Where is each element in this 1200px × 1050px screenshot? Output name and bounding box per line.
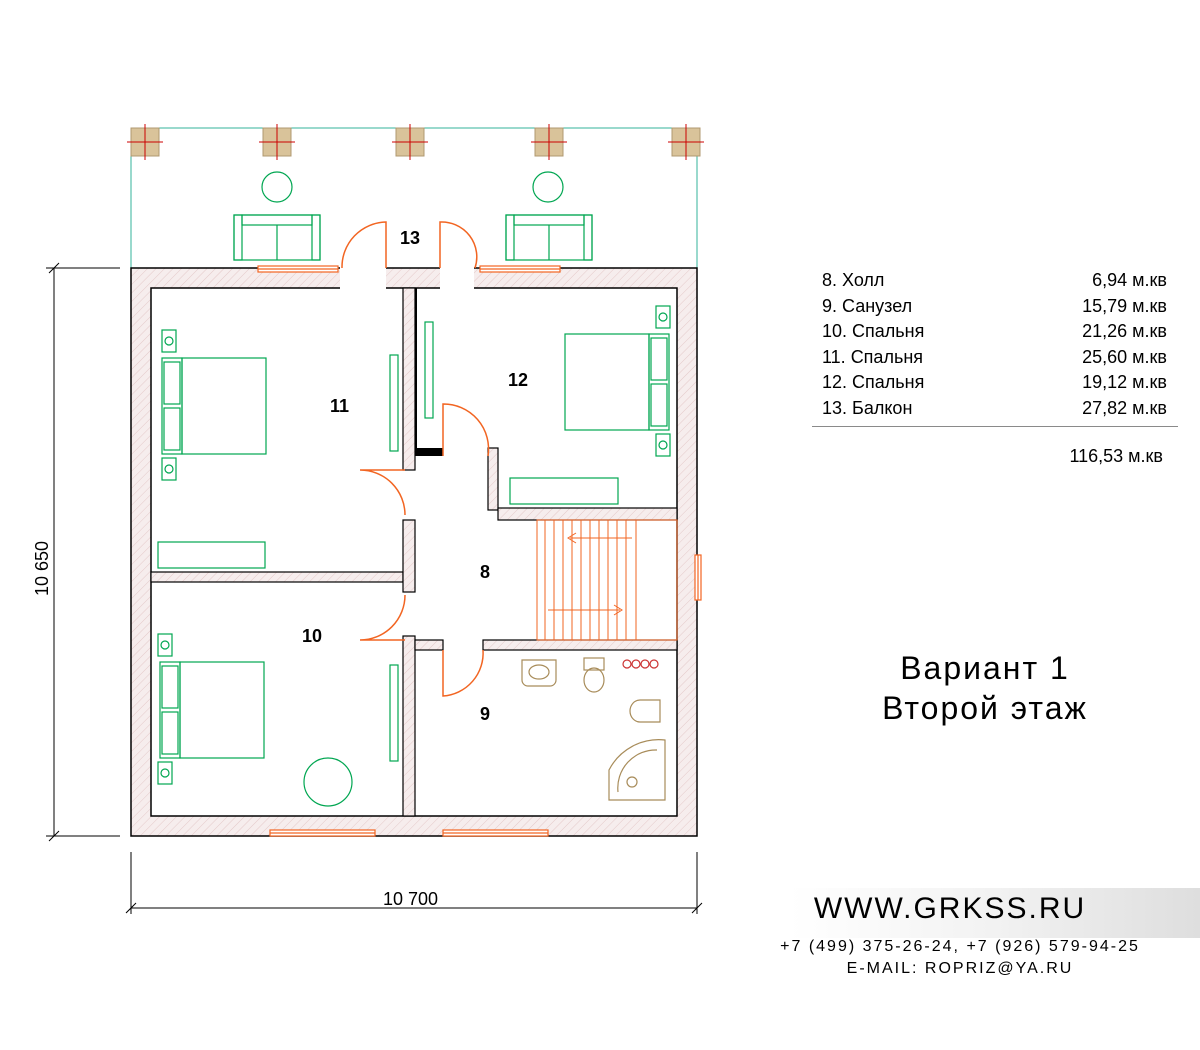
room-label-bathroom: 9 — [480, 704, 491, 724]
round-table — [262, 172, 292, 202]
windows — [258, 266, 701, 836]
bedroom-11-furniture — [158, 330, 398, 568]
legend-item-name: 13. Балкон — [822, 397, 913, 418]
staircase — [537, 520, 677, 640]
legend-item — [822, 294, 1167, 320]
legend-item-name: 10. Спальня — [822, 321, 925, 341]
sink — [522, 660, 556, 686]
room-label-bedroom-12: 12 — [508, 370, 529, 390]
bench — [158, 542, 265, 568]
column — [127, 124, 163, 160]
dimension-height-label: 10 650 — [32, 540, 52, 596]
towel-heater — [623, 660, 658, 668]
bedroom-12-furniture — [425, 306, 670, 504]
double-bed — [162, 330, 266, 480]
legend-item-name: 8. Холл — [822, 270, 885, 290]
column — [259, 124, 295, 160]
bidet — [630, 700, 660, 722]
room-label-balcony: 13 — [400, 228, 421, 248]
legend-item — [822, 319, 1167, 345]
legend-item-area: 27,82 м.кв — [1082, 397, 1167, 418]
plan-title-floor: Второй этаж — [882, 690, 1088, 726]
balcony-columns — [127, 124, 704, 160]
website-link[interactable]: WWW.GRKSS.RU — [813, 892, 1087, 925]
room-label-bedroom-10: 10 — [302, 626, 323, 646]
toilet — [584, 658, 604, 692]
legend-item-name: 12. Спальня — [822, 372, 925, 392]
bedroom-10-furniture — [158, 634, 398, 806]
column — [531, 124, 567, 160]
legend-item — [822, 268, 1167, 294]
legend-item — [822, 370, 1167, 396]
room-label-bedroom-11: 11 — [330, 396, 350, 416]
bench — [510, 478, 618, 504]
legend-total: 116,53 м.кв — [1069, 446, 1163, 466]
column — [668, 124, 704, 160]
corner-bathtub — [609, 740, 665, 800]
round-table — [304, 758, 352, 806]
sofa — [506, 215, 592, 260]
legend-item-name: 11. Спальня — [822, 346, 924, 367]
legend-divider — [812, 426, 1178, 427]
contact-email[interactable]: E-MAIL: ROPRIZ@YA.RU — [846, 960, 1074, 977]
room-label-hall: 8 — [480, 562, 491, 582]
legend-item-area: 6,94 м.кв — [1092, 270, 1167, 290]
contact-phones: +7 (499) 375-26-24, +7 (926) 579-94-25 — [780, 938, 1140, 955]
legend-item-area: 19,12 м.кв — [1082, 372, 1167, 392]
dimension-width-label: 10 700 — [383, 889, 439, 909]
wardrobe — [425, 322, 433, 418]
bathroom-fixtures — [522, 658, 665, 800]
legend-item — [822, 396, 1167, 422]
dimension-line-height — [46, 263, 120, 841]
legend-item-area: 25,60 м.кв — [1082, 346, 1167, 367]
legend-item-name: 9. Санузел — [822, 295, 913, 316]
area-legend — [822, 268, 1167, 421]
round-table — [533, 172, 563, 202]
double-bed — [565, 306, 670, 456]
legend-item-area: 21,26 м.кв — [1082, 321, 1167, 341]
walls — [131, 266, 697, 836]
wardrobe — [390, 355, 398, 451]
double-bed — [158, 634, 264, 784]
plan-title — [840, 648, 1130, 728]
sofa — [234, 215, 320, 260]
legend-item-area: 15,79 м.кв — [1082, 295, 1167, 316]
legend-item — [822, 345, 1167, 371]
plan-title-variant: Вариант 1 — [900, 650, 1070, 686]
column — [392, 124, 428, 160]
wardrobe — [390, 665, 398, 761]
